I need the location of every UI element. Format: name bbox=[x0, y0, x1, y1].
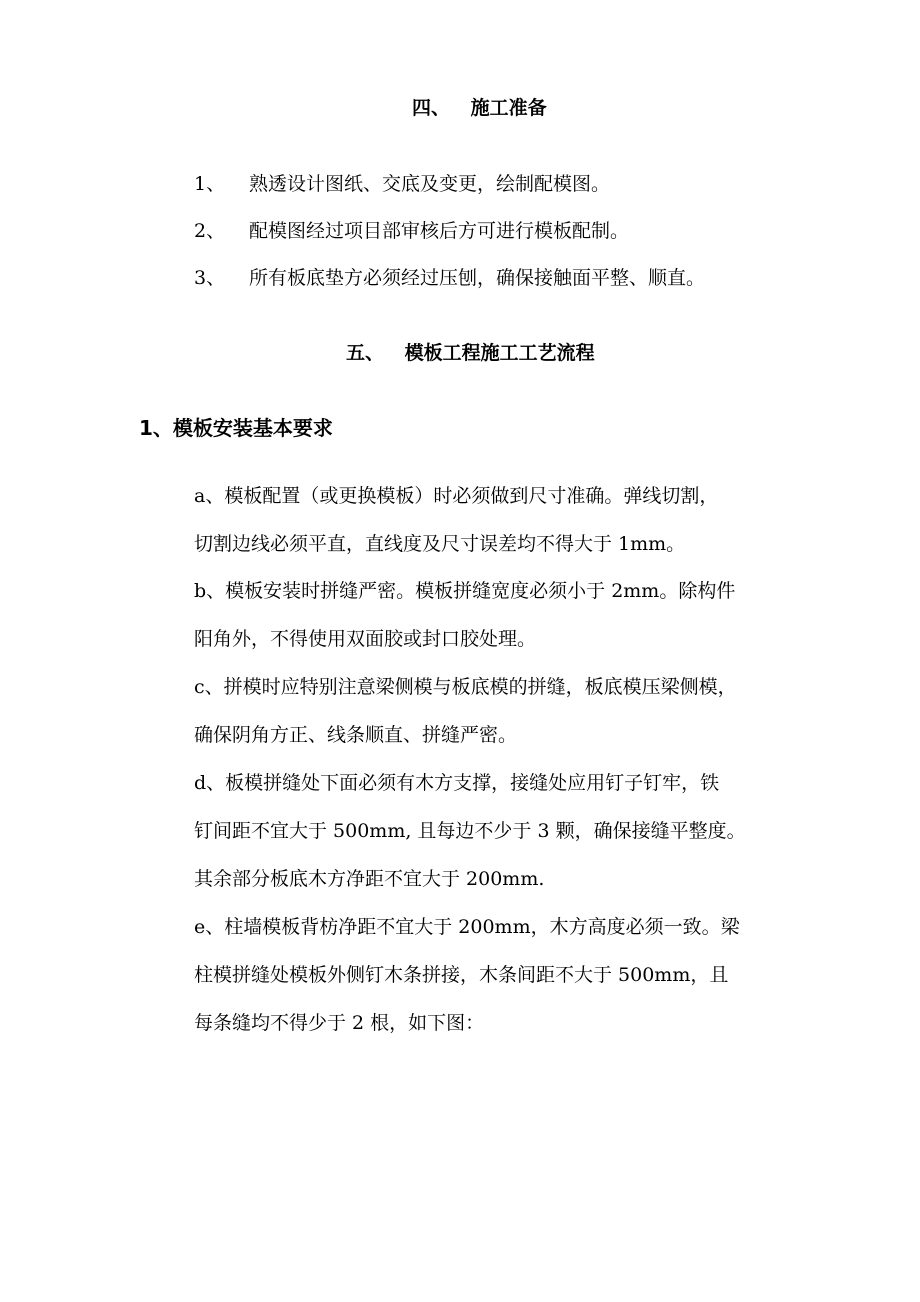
requirement-line-8: 钉间距不宜大于 500mm, 且每边不少于 3 颗，确保接缝平整度。 bbox=[194, 820, 746, 842]
requirement-line-9: 其余部分板底木方净距不宜大于 200mm. bbox=[194, 868, 545, 890]
section4-item-1-number: 1、 bbox=[194, 173, 226, 195]
subsection1-heading: 1、模板安装基本要求 bbox=[139, 416, 333, 440]
section4-item-3-text: 所有板底垫方必须经过压刨，确保接触面平整、顺直。 bbox=[249, 267, 706, 289]
requirement-line-2: 切割边线必须平直，直线度及尺寸误差均不得大于 1mm。 bbox=[194, 533, 686, 555]
requirement-line-11: 柱模拼缝处模板外侧钉木条拼接，木条间距不大于 500mm，且 bbox=[194, 964, 729, 986]
requirement-line-10: e、柱墙模板背枋净距不宜大于 200mm，木方高度必须一致。梁 bbox=[194, 916, 740, 938]
requirement-line-4: 阳角外，不得使用双面胶或封口胶处理。 bbox=[194, 628, 537, 650]
requirement-line-3: b、模板安装时拼缝严密。模板拼缝宽度必须小于 2mm。除构件 bbox=[194, 580, 736, 602]
requirement-line-1: a、模板配置（或更换模板）时必须做到尺寸准确。弹线切割， bbox=[194, 485, 719, 507]
section5-title: 模板工程施工工艺流程 bbox=[404, 342, 595, 364]
section5-number: 五、 bbox=[346, 342, 385, 364]
section4-item-2-number: 2、 bbox=[194, 220, 226, 242]
requirement-line-7: d、板模拼缝处下面必须有木方支撑，接缝处应用钉子钉牢，铁 bbox=[194, 772, 720, 794]
section4-heading bbox=[412, 99, 547, 118]
section5-heading bbox=[346, 344, 595, 363]
section4-item-3-number: 3、 bbox=[194, 267, 226, 289]
section4-item-2-text: 配模图经过项目部审核后方可进行模板配制。 bbox=[249, 220, 630, 242]
section4-number: 四、 bbox=[412, 97, 451, 119]
section4-item-1-text: 熟透设计图纸、交底及变更，绘制配模图。 bbox=[249, 173, 611, 195]
section4-title: 施工准备 bbox=[470, 97, 547, 119]
requirement-line-6: 确保阴角方正、线条顺直、拼缝严密。 bbox=[194, 724, 518, 746]
requirement-line-12: 每条缝均不得少于 2 根，如下图： bbox=[194, 1012, 485, 1034]
requirement-line-5: c、拼模时应特别注意梁侧模与板底模的拼缝，板底模压梁侧模， bbox=[194, 676, 737, 698]
